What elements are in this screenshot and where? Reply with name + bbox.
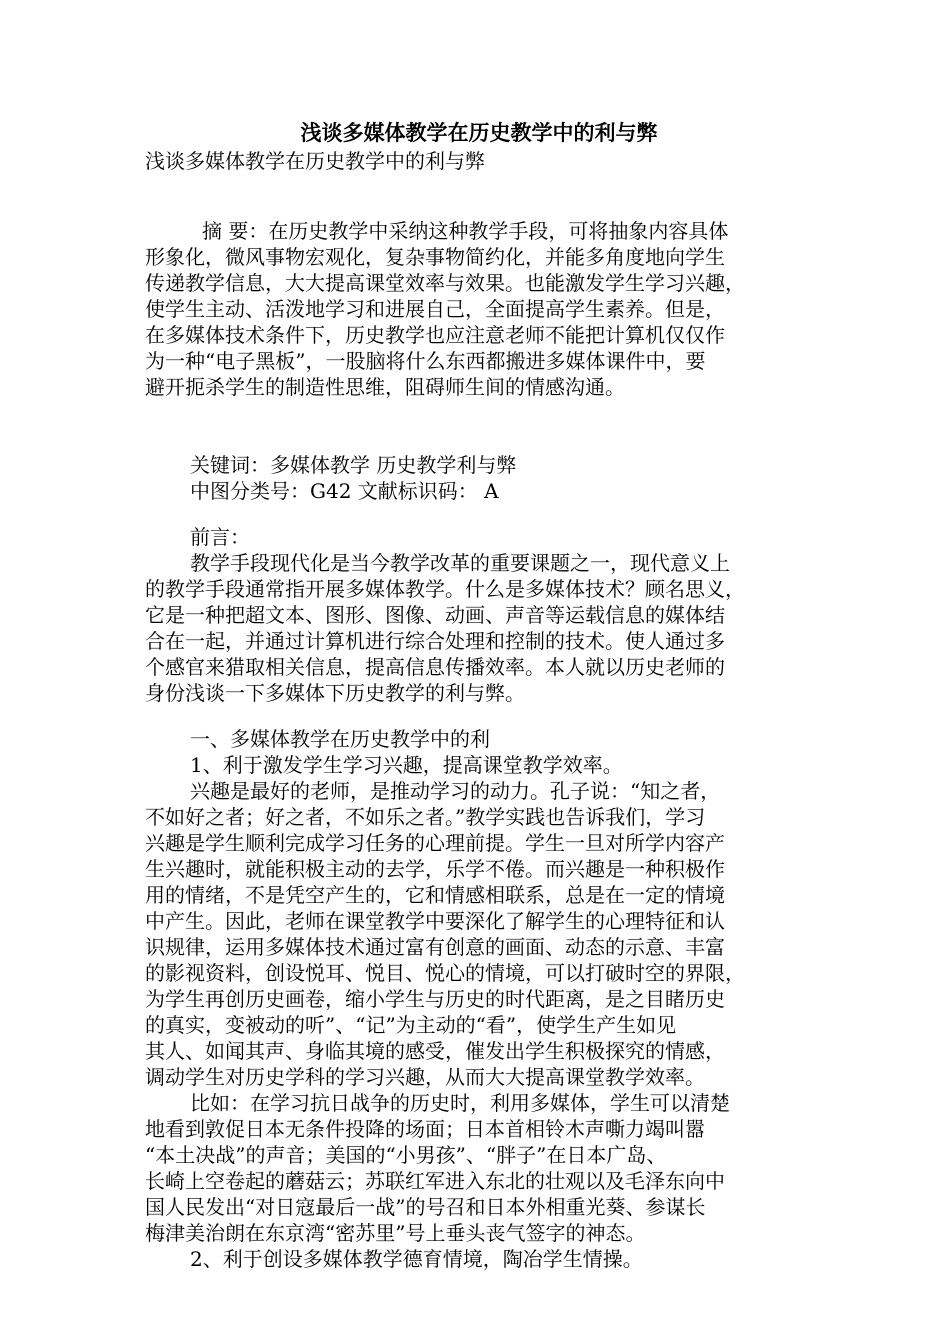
example-paragraph <box>145 1090 813 1246</box>
document-subtitle: 浅谈多媒体教学在历史教学中的利与弊 <box>145 149 485 173</box>
document-page <box>145 118 813 1272</box>
abstract-line: 为一种“电子黑板”，一股脑将什么东西都搬进多媒体课件中，要 <box>145 349 706 373</box>
classification-line: 中图分类号：G42 文献标识码： A <box>190 479 499 503</box>
preface-line: 身份浅谈一下多媒体下历史教学的利与弊。 <box>145 681 525 705</box>
abstract-line: 传递教学信息，大大提高课堂效率与效果。也能激发学生学习兴趣， <box>145 271 745 295</box>
paragraph-line: 兴趣是学生顺利完成学习任务的心理前提。学生一旦对所学内容产 <box>145 831 725 855</box>
paragraph-line: 梅津美治朗在东京湾“密苏里”号上垂头丧气签字的神态。 <box>145 1221 646 1245</box>
spacer <box>145 400 813 452</box>
abstract-line: 形象化，微风事物宏观化，复杂事物简约化，并能多角度地向学生 <box>145 245 725 269</box>
paragraph-line: 国人民发出“对日寇最后一战”的号召和日本外相重光葵、参谋长 <box>145 1195 706 1219</box>
preface-line: 的教学手段通常指开展多媒体教学。什么是多媒体技术？顾名思义， <box>145 577 745 601</box>
interest-paragraph <box>145 778 813 1090</box>
paragraph-line: 的影视资料，创设悦耳、悦目、悦心的情境，可以打破时空的界限， <box>145 961 745 985</box>
paragraph-line: 为学生再创历史画卷，缩小学生与历史的时代距离，是之目睹历史 <box>145 987 725 1011</box>
preface-line: 它是一种把超文本、图形、图像、动画、声音等运载信息的媒体结 <box>145 603 725 627</box>
spacer <box>145 504 813 524</box>
keywords-line: 关键词：多媒体教学 历史教学利与弊 <box>190 453 517 477</box>
paragraph-line: 的真实，变被动的听”、“记”为主动的“看”，使学生产生如见 <box>145 1013 677 1037</box>
paragraph-line: “本土决战”的声音；美国的“小男孩”、“胖子”在日本广岛、 <box>145 1143 667 1167</box>
abstract-line: 摘 要：在历史教学中采纳这种教学手段，可将抽象内容具体 <box>202 219 729 243</box>
preface-line: 合在一起，并通过计算机进行综合处理和控制的技术。使人通过多 <box>145 629 725 653</box>
spacer <box>145 706 813 726</box>
paragraph-line: 用的情绪，不是凭空产生的，它和情感相联系，总是在一定的情境 <box>145 883 725 907</box>
abstract-line: 使学生主动、活泼地学习和进展自己，全面提高学生素养。但是， <box>145 297 725 321</box>
paragraph-line: 不如好之者；好之者，不如乐之者。”教学实践也告诉我们，学习 <box>145 805 706 829</box>
paragraph-line: 中产生。因此，老师在课堂教学中要深化了解学生的心理特征和认 <box>145 909 725 933</box>
preface-label: 前言： <box>190 525 250 549</box>
spacer <box>145 174 813 218</box>
preface-paragraph <box>145 550 813 706</box>
document-title: 浅谈多媒体教学在历史教学中的利与弊 <box>300 120 658 145</box>
paragraph-line: 识规律，运用多媒体技术通过富有创意的画面、动态的示意、丰富 <box>145 935 725 959</box>
preface-line: 教学手段现代化是当今教学改革的重要课题之一，现代意义上 <box>190 551 730 575</box>
section-heading: 一、多媒体教学在历史教学中的利 <box>190 727 490 751</box>
point-heading: 1、利于激发学生学习兴趣，提高课堂教学效率。 <box>190 753 623 777</box>
paragraph-line: 生兴趣时，就能积极主动的去学，乐学不倦。而兴趣是一种积极作 <box>145 857 725 881</box>
paragraph-line: 调动学生对历史学科的学习兴趣，从而大大提高课堂教学效率。 <box>145 1065 705 1089</box>
paragraph-line: 地看到敦促日本无条件投降的场面；日本首相铃木声嘶力竭叫嚣 <box>145 1117 705 1141</box>
abstract-line: 在多媒体技术条件下，历史教学也应注意老师不能把计算机仅仅作 <box>145 323 725 347</box>
paragraph-line: 其人、如闻其声、身临其境的感受，催发出学生积极探究的情感， <box>145 1039 725 1063</box>
preface-line: 个感官来猎取相关信息，提高信息传播效率。本人就以历史老师的 <box>145 655 725 679</box>
point-heading: 2、利于创设多媒体教学德育情境，陶冶学生情操。 <box>190 1247 643 1271</box>
abstract-line: 避开扼杀学生的制造性思维，阻碍师生间的情感沟通。 <box>145 375 625 399</box>
paragraph-line: 兴趣是最好的老师，是推动学习的动力。孔子说：“知之者， <box>190 779 721 803</box>
paragraph-line: 比如：在学习抗日战争的历史时，利用多媒体，学生可以清楚 <box>190 1091 730 1115</box>
paragraph-line: 长崎上空卷起的蘑菇云；苏联红军进入东北的壮观以及毛泽东向中 <box>145 1169 725 1193</box>
abstract-paragraph <box>145 218 813 400</box>
